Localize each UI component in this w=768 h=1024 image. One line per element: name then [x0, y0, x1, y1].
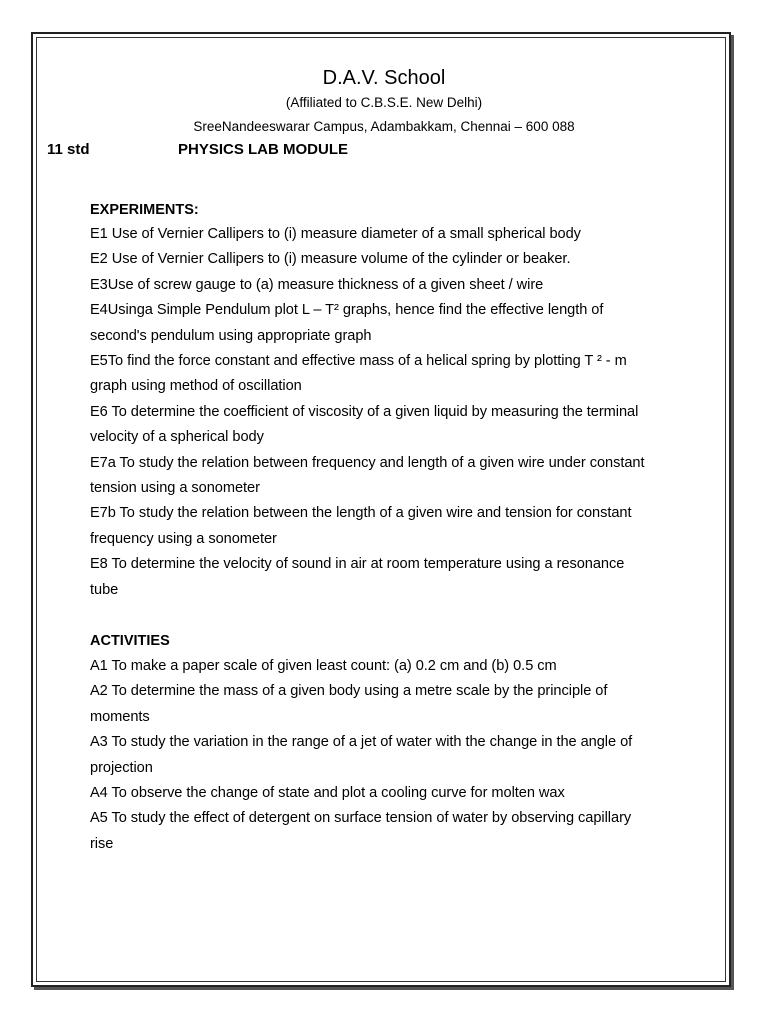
activity-item-a5: A5 To study the effect of detergent on surface tension of water by observing capillary rise [90, 810, 632, 852]
experiment-item-e3: E3Use of screw gauge to (a) measure thickness of a given sheet / wire [90, 276, 544, 293]
experiment-item-e6: E6 To determine the coefficient of viscosity of a given liquid by measuring the terminal velocity of a spherical body [90, 403, 639, 446]
activity-item-a1: A1 To make a paper scale of given least count: (a) 0.2 cm and (b) 0.5 cm [90, 658, 557, 674]
experiments-heading: EXPERIMENTS: [90, 202, 199, 218]
activity-item-a3: A3 To study the variation in the range of a jet of water with the change in the angle of projection [90, 734, 633, 776]
experiment-item-e5: E5To find the force constant and effective mass of a helical spring by plotting T ² - m graph using method of oscillation [90, 353, 627, 395]
school-name: D.A.V. School [322, 67, 446, 89]
experiment-item-e1: E1 Use of Vernier Callipers to (i) measure diameter of a small spherical body [90, 226, 581, 242]
experiment-item-e7a: E7a To study the relation between frequency and length of a given wire under constant tension using a sonometer [90, 454, 645, 497]
module-title: PHYSICS LAB MODULE [178, 141, 349, 158]
experiment-item-e2: E2 Use of Vernier Callipers to (i) measure volume of the cylinder or beaker. [90, 251, 571, 268]
standard-label: 11 std [47, 141, 90, 158]
activities-heading: ACTIVITIES [90, 633, 170, 649]
activities-list [90, 654, 726, 857]
address-line: SreeNandeeswarar Campus, Adambakkam, Chennai – 600 088 [193, 119, 575, 134]
activity-item-a2: A2 To determine the mass of a given body using a metre scale by the principle of moments [90, 683, 608, 725]
experiments-list [90, 222, 726, 603]
activity-item-a4: A4 To observe the change of state and plot a cooling curve for molten wax [90, 785, 565, 802]
experiment-item-e4: E4Usinga Simple Pendulum plot L – T² graphs, hence find the effective length of second's pendulum using appropriate graph [90, 302, 604, 344]
experiment-item-e8: E8 To determine the velocity of sound in air at room temperature using a resonance tube [90, 556, 625, 598]
experiment-item-e7b: E7b To study the relation between the length of a given wire and tension for constant frequency using a sonometer [90, 505, 632, 547]
affiliation-line: (Affiliated to C.B.S.E. New Delhi) [285, 95, 483, 110]
